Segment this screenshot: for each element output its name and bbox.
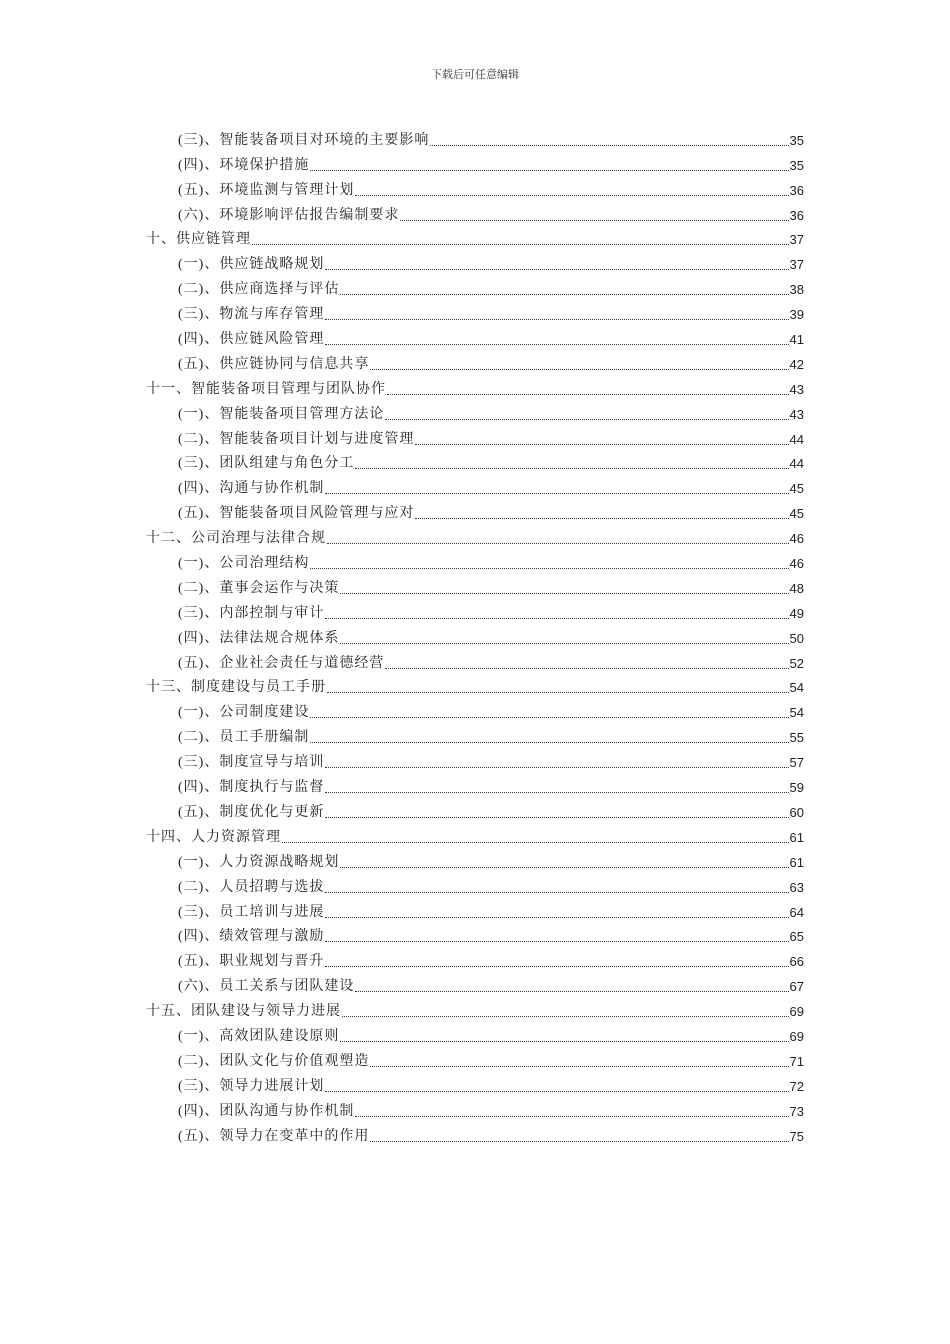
toc-dot-leader xyxy=(310,741,788,743)
toc-entry-title: (四)、沟通与协作机制 xyxy=(178,481,325,497)
toc-dot-leader xyxy=(340,642,788,644)
toc-page-number: 63 xyxy=(789,879,804,895)
toc-entry-title: (五)、职业规划与晋升 xyxy=(178,954,325,970)
toc-dot-leader xyxy=(310,567,788,569)
toc-dot-leader xyxy=(340,1040,788,1042)
toc-page-number: 75 xyxy=(789,1128,804,1144)
toc-entry-title: (四)、绩效管理与激励 xyxy=(178,929,325,945)
toc-entry-title: (六)、环境影响评估报告编制要求 xyxy=(178,207,400,223)
toc-entry-title: 十三、制度建设与员工手册 xyxy=(146,680,326,696)
toc-page-number: 45 xyxy=(789,506,804,522)
toc-entry-title: (一)、公司治理结构 xyxy=(178,556,310,572)
toc-page-number: 46 xyxy=(789,531,804,547)
toc-section-entry[interactable] xyxy=(178,773,804,798)
toc-entry-title: (二)、团队文化与价值观塑造 xyxy=(178,1053,370,1069)
toc-dot-leader xyxy=(327,542,789,544)
toc-section-entry[interactable] xyxy=(178,474,804,499)
toc-page-number: 46 xyxy=(789,556,804,572)
toc-page-number: 44 xyxy=(789,456,804,472)
toc-dot-leader xyxy=(370,1065,788,1067)
toc-page-number: 54 xyxy=(789,680,804,696)
toc-entry-title: (五)、环境监测与管理计划 xyxy=(178,182,355,198)
toc-section-entry[interactable] xyxy=(178,1047,804,1072)
toc-section-entry[interactable] xyxy=(178,574,804,599)
toc-dot-leader xyxy=(385,667,788,669)
toc-dot-leader xyxy=(370,368,788,370)
toc-section-entry[interactable] xyxy=(178,1097,804,1122)
toc-entry-title: (一)、高效团队建设原则 xyxy=(178,1028,340,1044)
toc-section-entry[interactable] xyxy=(178,798,804,823)
toc-section-entry[interactable] xyxy=(178,624,804,649)
toc-dot-leader xyxy=(282,841,789,843)
toc-section-entry[interactable] xyxy=(178,499,804,524)
toc-chapter-entry[interactable] xyxy=(146,226,804,251)
toc-page-number: 64 xyxy=(789,904,804,920)
toc-entry-title: (二)、供应商选择与评估 xyxy=(178,282,340,298)
toc-dot-leader xyxy=(325,965,788,967)
toc-entry-title: (五)、制度优化与更新 xyxy=(178,804,325,820)
toc-page-number: 37 xyxy=(789,257,804,273)
toc-section-entry[interactable] xyxy=(178,873,804,898)
toc-section-entry[interactable] xyxy=(178,300,804,325)
toc-page-number: 35 xyxy=(789,132,804,148)
toc-page-number: 37 xyxy=(789,232,804,248)
toc-section-entry[interactable] xyxy=(178,923,804,948)
toc-entry-title: 十四、人力资源管理 xyxy=(146,829,281,845)
toc-chapter-entry[interactable] xyxy=(146,823,804,848)
toc-section-entry[interactable] xyxy=(178,898,804,923)
toc-page-number: 61 xyxy=(789,854,804,870)
toc-section-entry[interactable] xyxy=(178,1122,804,1147)
toc-dot-leader xyxy=(340,866,788,868)
toc-entry-title: 十五、团队建设与领导力进展 xyxy=(146,1004,341,1020)
toc-entry-title: (一)、供应链战略规划 xyxy=(178,257,325,273)
toc-page-number: 69 xyxy=(789,1004,804,1020)
toc-entry-title: (一)、人力资源战略规划 xyxy=(178,854,340,870)
toc-entry-title: (一)、智能装备项目管理方法论 xyxy=(178,406,385,422)
toc-chapter-entry[interactable] xyxy=(146,524,804,549)
toc-page-number: 45 xyxy=(789,481,804,497)
toc-dot-leader xyxy=(325,791,788,793)
toc-page-number: 55 xyxy=(789,730,804,746)
toc-section-entry[interactable] xyxy=(178,126,804,151)
toc-entry-title: (四)、团队沟通与协作机制 xyxy=(178,1103,355,1119)
toc-entry-title: (四)、制度执行与监督 xyxy=(178,780,325,796)
toc-entry-title: (三)、物流与库存管理 xyxy=(178,307,325,323)
toc-page-number: 36 xyxy=(789,207,804,223)
toc-entry-title: (二)、人员招聘与选拔 xyxy=(178,879,325,895)
toc-section-entry[interactable] xyxy=(178,250,804,275)
toc-dot-leader xyxy=(310,169,788,171)
toc-page-number: 48 xyxy=(789,580,804,596)
toc-dot-leader xyxy=(327,691,789,693)
toc-dot-leader xyxy=(385,418,788,420)
toc-entry-title: (二)、员工手册编制 xyxy=(178,730,310,746)
toc-entry-title: 十、供应链管理 xyxy=(146,232,251,248)
toc-dot-leader xyxy=(325,318,788,320)
toc-page-number: 50 xyxy=(789,630,804,646)
toc-section-entry[interactable] xyxy=(178,151,804,176)
toc-page-number: 49 xyxy=(789,605,804,621)
toc-section-entry[interactable] xyxy=(178,425,804,450)
toc-dot-leader xyxy=(325,343,788,345)
toc-page-number: 39 xyxy=(789,307,804,323)
toc-section-entry[interactable] xyxy=(178,748,804,773)
toc-page-number: 54 xyxy=(789,705,804,721)
toc-page-number: 59 xyxy=(789,780,804,796)
toc-dot-leader xyxy=(325,766,788,768)
toc-section-entry[interactable] xyxy=(178,848,804,873)
toc-dot-leader xyxy=(325,268,788,270)
toc-dot-leader xyxy=(325,617,788,619)
toc-entry-title: (三)、内部控制与审计 xyxy=(178,605,325,621)
toc-entry-title: (四)、供应链风险管理 xyxy=(178,332,325,348)
toc-dot-leader xyxy=(325,891,788,893)
toc-dot-leader xyxy=(370,1140,788,1142)
toc-dot-leader xyxy=(325,940,788,942)
toc-dot-leader xyxy=(340,293,788,295)
toc-entry-title: (三)、员工培训与进展 xyxy=(178,904,325,920)
toc-entry-title: (二)、董事会运作与决策 xyxy=(178,580,340,596)
toc-section-entry[interactable] xyxy=(178,201,804,226)
toc-page-number: 52 xyxy=(789,655,804,671)
toc-page-number: 61 xyxy=(789,829,804,845)
toc-page-number: 67 xyxy=(789,979,804,995)
toc-page-number: 66 xyxy=(789,954,804,970)
toc-entry-title: 十二、公司治理与法律合规 xyxy=(146,531,326,547)
toc-section-entry[interactable] xyxy=(178,947,804,972)
toc-dot-leader xyxy=(387,393,789,395)
toc-entry-title: (三)、领导力进展计划 xyxy=(178,1078,325,1094)
toc-entry-title: (五)、智能装备项目风险管理与应对 xyxy=(178,506,415,522)
toc-section-entry[interactable] xyxy=(178,723,804,748)
toc-section-entry[interactable] xyxy=(178,450,804,475)
toc-entry-title: (二)、智能装备项目计划与进度管理 xyxy=(178,431,415,447)
toc-section-entry[interactable] xyxy=(178,549,804,574)
toc-page-number: 43 xyxy=(789,381,804,397)
toc-section-entry[interactable] xyxy=(178,350,804,375)
toc-dot-leader xyxy=(355,467,788,469)
toc-entry-title: (三)、智能装备项目对环境的主要影响 xyxy=(178,132,430,148)
toc-dot-leader xyxy=(340,592,788,594)
toc-page-number: 69 xyxy=(789,1028,804,1044)
toc-entry-title: (四)、法律法规合规体系 xyxy=(178,630,340,646)
toc-page-number: 36 xyxy=(789,182,804,198)
toc-dot-leader xyxy=(430,144,788,146)
toc-entry-title: (五)、供应链协同与信息共享 xyxy=(178,356,370,372)
toc-page-number: 43 xyxy=(789,406,804,422)
toc-dot-leader xyxy=(325,816,788,818)
page-header: 下载后可任意编辑 xyxy=(431,69,519,81)
toc-dot-leader xyxy=(325,916,788,918)
toc-page-number: 44 xyxy=(789,431,804,447)
toc-page-number: 42 xyxy=(789,356,804,372)
toc-chapter-entry[interactable] xyxy=(146,674,804,699)
toc-section-entry[interactable] xyxy=(178,275,804,300)
toc-section-entry[interactable] xyxy=(178,1022,804,1047)
toc-page-number: 35 xyxy=(789,157,804,173)
toc-section-entry[interactable] xyxy=(178,176,804,201)
toc-entry-title: (三)、制度宣导与培训 xyxy=(178,755,325,771)
toc-dot-leader xyxy=(355,194,788,196)
table-of-contents xyxy=(0,126,950,1147)
toc-chapter-entry[interactable] xyxy=(146,997,804,1022)
toc-section-entry[interactable] xyxy=(178,1072,804,1097)
toc-section-entry[interactable] xyxy=(178,325,804,350)
toc-entry-title: (一)、公司制度建设 xyxy=(178,705,310,721)
toc-page-number: 60 xyxy=(789,804,804,820)
toc-entry-title: 十一、智能装备项目管理与团队协作 xyxy=(146,381,386,397)
toc-section-entry[interactable] xyxy=(178,400,804,425)
toc-page-number: 57 xyxy=(789,755,804,771)
toc-dot-leader xyxy=(342,1015,789,1017)
toc-dot-leader xyxy=(415,517,788,519)
toc-dot-leader xyxy=(252,243,789,245)
toc-page-number: 38 xyxy=(789,282,804,298)
toc-entry-title: (三)、团队组建与角色分工 xyxy=(178,456,355,472)
toc-dot-leader xyxy=(355,990,788,992)
toc-dot-leader xyxy=(355,1115,788,1117)
toc-entry-title: (四)、环境保护措施 xyxy=(178,157,310,173)
toc-page-number: 71 xyxy=(789,1053,804,1069)
toc-section-entry[interactable] xyxy=(178,972,804,997)
toc-dot-leader xyxy=(310,716,788,718)
toc-dot-leader xyxy=(325,492,788,494)
toc-entry-title: (五)、企业社会责任与道德经营 xyxy=(178,655,385,671)
toc-entry-title: (六)、员工关系与团队建设 xyxy=(178,979,355,995)
toc-section-entry[interactable] xyxy=(178,599,804,624)
toc-chapter-entry[interactable] xyxy=(146,375,804,400)
toc-dot-leader xyxy=(325,1090,788,1092)
toc-dot-leader xyxy=(415,443,788,445)
toc-page-number: 65 xyxy=(789,929,804,945)
toc-dot-leader xyxy=(400,219,788,221)
toc-page-number: 41 xyxy=(789,332,804,348)
toc-section-entry[interactable] xyxy=(178,698,804,723)
toc-section-entry[interactable] xyxy=(178,649,804,674)
toc-page-number: 72 xyxy=(789,1078,804,1094)
toc-page-number: 73 xyxy=(789,1103,804,1119)
toc-entry-title: (五)、领导力在变革中的作用 xyxy=(178,1128,370,1144)
